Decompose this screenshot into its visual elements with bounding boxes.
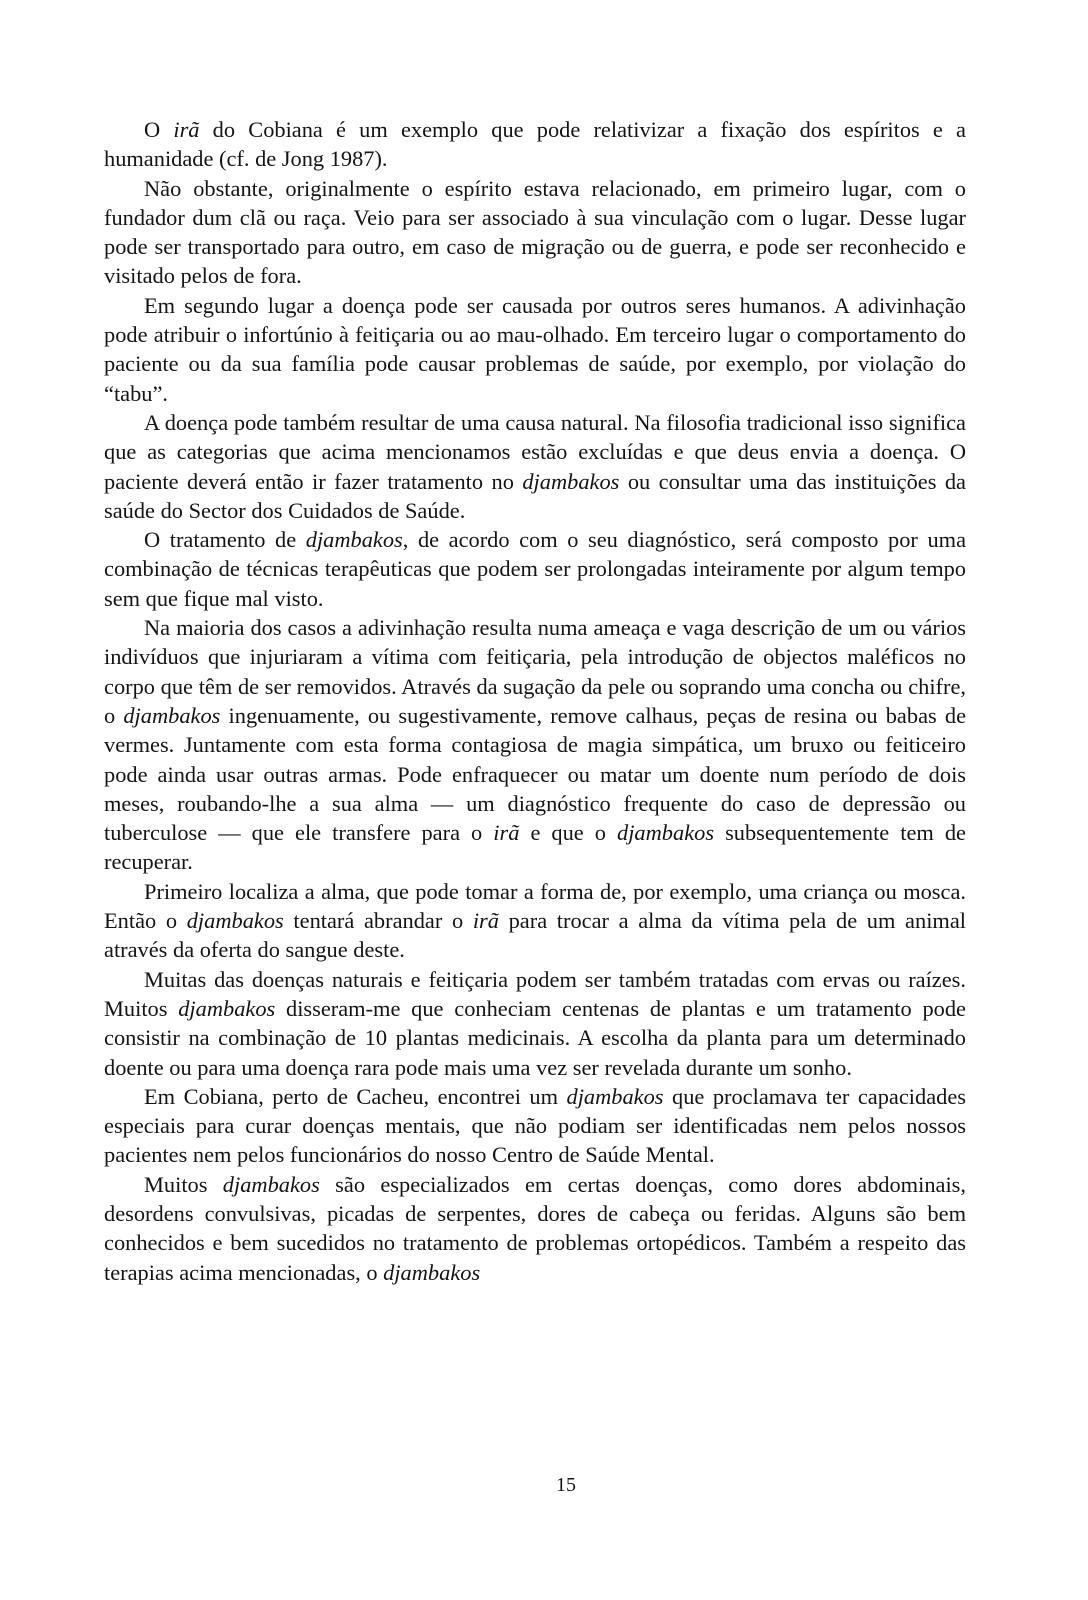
italic-term: djambakos — [383, 1259, 481, 1285]
text-run: para trocar a alma da vítima pela de um animal através da oferta do sangue deste. — [104, 908, 966, 963]
paragraph — [104, 291, 966, 408]
paragraph — [104, 408, 966, 525]
paragraph — [104, 613, 966, 877]
italic-term: irã — [472, 908, 499, 934]
italic-term: djambakos — [305, 527, 403, 553]
text-run: Em segundo lugar a doença pode ser causada por outros seres humanos. A adivinhação pode atribuir o infortúnio à feitiçaria ou ao mau-olhado. Em terceiro lugar o comportamento do paciente ou da sua família pode causar problemas de saúde, por exemplo, por violação do “tabu”. — [104, 292, 966, 406]
text-run: subsequentemente tem de recuperar. — [104, 820, 966, 875]
text-run: Primeiro localiza a alma, que pode tomar a forma de, por exemplo, uma criança ou mosca. Então o — [104, 878, 966, 934]
text-run: ou consultar uma das instituições da saúde do Sector dos Cuidados de Saúde. — [104, 468, 966, 523]
text-run: Não obstante, originalmente o espírito estava relacionado, em primeiro lugar, com o fundador dum clã ou raça. Veio para ser associado à sua vinculação com o lugar. Desse lugar pode ser transportado para outro, em caso de migração ou de guerra, e pode ser reconhecido e visitado pelos de fora. — [104, 175, 966, 289]
text-run: Na maioria dos casos a adivinhação resulta numa ameaça e vaga descrição de um ou vários indivíduos que injuriaram a vítima com feitiçaria, pela introdução de objectos maléficos no corpo que têm de ser removidos. Através da sugação da pele ou soprando uma concha ou chifre, o — [104, 615, 966, 728]
paragraph — [104, 965, 966, 1082]
italic-term: irã — [173, 117, 200, 142]
text-run: Muitas das doenças naturais e feitiçaria podem ser também tratadas com ervas ou raízes. Muitos — [104, 966, 966, 1021]
text-run: que proclamava ter capacidades especiais para curar doenças mentais, que não podiam ser identificadas nem pelos nossos pacientes nem pelos funcionários do nosso Centro de Saúde Mental. — [104, 1083, 966, 1168]
italic-term: djambakos — [186, 908, 284, 934]
body-text — [104, 115, 966, 1287]
text-run: disseram-me que conheciam centenas de plantas e um tratamento pode consistir na combinação de 10 plantas medicinais. A escolha da planta para um determinado doente ou para uma doença rara pode mais uma vez ser revelada durante um sonho. — [104, 995, 966, 1080]
italic-term: djambakos — [566, 1083, 664, 1109]
page-number: 15 — [556, 1474, 576, 1496]
text-run: Muitos — [144, 1171, 223, 1197]
text-run: Em Cobiana, perto de Cacheu, encontrei um — [144, 1083, 567, 1109]
paragraph — [104, 174, 966, 291]
paragraph — [104, 877, 966, 965]
paragraph — [104, 1082, 966, 1170]
paragraph — [104, 115, 966, 174]
text-run: O tratamento de — [144, 527, 306, 553]
paragraph — [104, 525, 966, 613]
italic-term: djambakos — [178, 995, 276, 1021]
italic-term: irã — [493, 820, 520, 846]
text-run: , de acordo com o seu diagnóstico, será composto por uma combinação de técnicas terapêuticas que podem ser prolongadas inteiramente por algum tempo sem que fique mal visto. — [104, 527, 967, 611]
text-run: e que o — [519, 820, 618, 846]
text-run: A doença pode também resultar de uma causa natural. Na filosofia tradicional isso significa que as categorias que acima mencionamos estão excluídas e que deus envia a doença. O paciente deverá então ir fazer tratamento no — [104, 409, 966, 494]
text-run: do Cobiana é um exemplo que pode relativizar a fixação dos espíritos e a humanidade (cf. de Jong 1987). — [104, 117, 966, 172]
paragraph — [104, 1170, 966, 1287]
italic-term: djambakos — [123, 702, 221, 728]
text-run: O — [144, 117, 174, 142]
italic-term: djambakos — [522, 468, 620, 494]
italic-term: djambakos — [617, 820, 715, 846]
italic-term: djambakos — [222, 1171, 320, 1197]
text-run: tentará abrandar o — [283, 908, 473, 934]
text-run: ingenuamente, ou sugestivamente, remove calhaus, peças de resina ou babas de vermes. Juntamente com esta forma contagiosa de magia simpática, um bruxo ou feiticeiro pode ainda usar outras armas. Pode enfraquecer ou matar um doente num período de dois meses, roubando-lhe a sua alma — um diagnóstico frequente do caso de depressão ou tuberculose — que ele transfere para o — [104, 702, 967, 846]
text-run: são especializados em certas doenças, como dores abdominais, desordens convulsivas, picadas de serpentes, dores de cabeça ou feridas. Alguns são bem conhecidos e bem sucedidos no tratamento de problemas ortopédicos. Também a respeito das terapias acima mencionadas, o — [104, 1171, 966, 1285]
